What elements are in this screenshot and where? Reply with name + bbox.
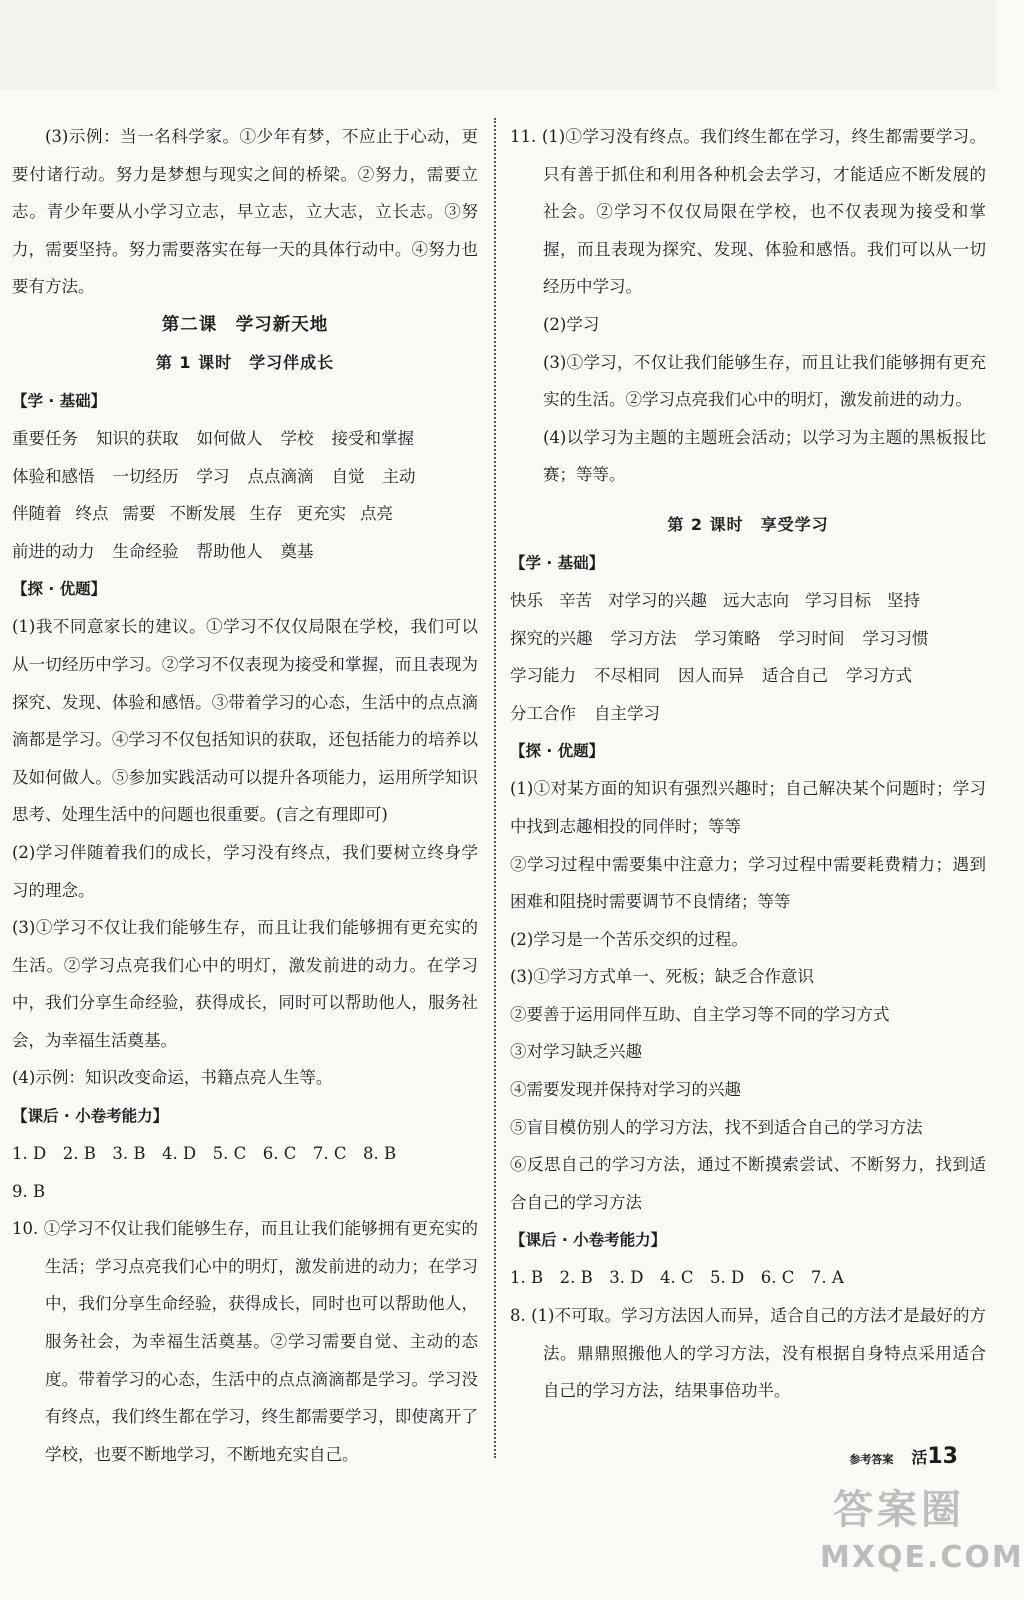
keyword: 更充实: [296, 504, 346, 524]
explore-answer: ⑤盲目模仿别人的学习方法，找不到适合自己的学习方法: [510, 1117, 923, 1137]
keyword: 终点: [75, 504, 109, 524]
keyword: 不断发展: [169, 504, 236, 524]
page-prefix: 活: [911, 1448, 928, 1467]
keyword: 学习策略: [694, 628, 761, 648]
keyword: 重要任务: [12, 428, 78, 448]
answer-key-label: 参考答案: [849, 1453, 894, 1466]
keyword: 快乐: [510, 590, 543, 610]
keyword: 生存: [249, 504, 283, 524]
keyword-row: [12, 495, 478, 533]
watermark-top: 答案圈: [833, 1487, 965, 1533]
column-divider: [494, 118, 496, 1458]
keyword: 学习习惯: [862, 628, 929, 648]
keyword-row: [12, 458, 478, 496]
after-class-section-label: 【课后 · 小卷考能力】: [510, 1231, 667, 1250]
explore-answer: (1)我不同意家长的建议。①学习不仅仅局限在学校，我们可以从一切经历中学习。②学习不仅表现为接受和掌握，而且表现为探究、发现、体验和感悟。③带着学习的心态，生活中的点点滴滴都是学习。④学习不仅包括知识的获取，还包括能力的培养以及如何做人。⑤参加实践活动可以提升各项能力，运用所学知识思考、处理生活中的问题也很重要。(言之有理即可): [12, 617, 478, 825]
explore-answer: (3)①学习不仅让我们能够生存，而且让我们能够拥有更充实的生活。②学习点亮我们心中的明灯，激发前进的动力。在学习中，我们分享生命经验，获得成长，同时可以帮助他人，服务社会，为幸福生活奠基。: [12, 918, 478, 1050]
explore-section-label: 【探 · 优题】: [12, 580, 107, 599]
choice-answers: 9. B: [12, 1181, 46, 1201]
intro-answer: (3)示例：当一名科学家。①少年有梦，不应止于心动，更要付诸行动。努力是梦想与现实之间的桥梁。②努力，需要立志。青少年要从小学习立志，早立志，立大志，立长志。③努力，需要坚持。努力需要落实在每一天的具体行动中。④努力也要有方法。: [12, 127, 478, 297]
explore-answer: ③对学习缺乏兴趣: [510, 1042, 642, 1062]
keyword: 对学习的兴趣: [608, 590, 707, 610]
keyword: 学习目标: [805, 590, 871, 610]
explore-answer: (1)①对某方面的知识有强烈兴趣时；自己解决某个问题时；学习中找到志趣相投的同伴时；等等: [510, 779, 986, 836]
keyword: 不尽相同: [594, 666, 660, 686]
basic-section-label: 【学 · 基础】: [510, 553, 605, 572]
question-10-answer: 10. ①学习不仅让我们能够生存，而且让我们能够拥有更充实的生活；学习点亮我们心中的明灯，激发前进的动力；在学习中，我们分享生命经验，获得成长，同时也可以帮助他人，服务社会，为幸福生活奠基。②学习需要自觉、主动的态度。带着学习的心态，生活中的点点滴滴都是学习。学习没有终点，我们终生都在学习，终生都需要学习，即使离开了学校，也要不断地学习，不断地充实自己。: [12, 1219, 478, 1464]
lesson-title: 第二课 学习新天地: [161, 314, 329, 335]
keyword: 辛苦: [559, 590, 592, 610]
question-11-part-2: (2)学习: [543, 314, 600, 334]
keyword: 因人而异: [678, 666, 744, 686]
keyword-list: [510, 582, 986, 732]
question-11-part-4: (4)以学习为主题的主题班会活动；以学习为主题的黑板报比赛；等等。: [543, 427, 986, 485]
keyword: 生命经验: [112, 541, 179, 561]
scan-top-band: [0, 0, 996, 90]
explore-answer: ②要善于运用同伴互助、自主学习等不同的学习方式: [510, 1004, 890, 1024]
keyword: 自主学习: [594, 703, 660, 723]
explore-answer: ④需要发现并保持对学习的兴趣: [510, 1080, 741, 1100]
keyword: 分工合作: [510, 703, 576, 723]
keyword: 坚持: [887, 590, 920, 610]
explore-answer: ②学习过程中需要集中注意力；学习过程中需要耗费精力；遇到困难和阻挠时需要调节不良情绪；等等: [510, 854, 986, 912]
keyword: 远大志向: [723, 590, 789, 610]
keyword: 自觉: [331, 466, 365, 486]
explore-answer: (2)学习是一个苦乐交织的过程。: [510, 929, 748, 949]
page-number-value: 13: [927, 1444, 958, 1469]
keyword: 学习: [196, 466, 230, 486]
keyword: 需要: [122, 504, 156, 524]
keyword: 如何做人: [196, 428, 263, 448]
keyword: 探究的兴趣: [510, 628, 593, 648]
keyword: 点点滴滴: [247, 466, 314, 486]
keyword-row: [510, 620, 986, 658]
explore-answer: (3)①学习方式单一、死板；缺乏合作意识: [510, 967, 814, 987]
basic-section-label: 【学 · 基础】: [12, 391, 107, 410]
keyword: 伴随着: [12, 504, 62, 524]
keyword: 学习能力: [510, 666, 576, 686]
keyword: 一切经历: [112, 466, 179, 486]
question-8-answer: 8. (1)不可取。学习方法因人而异，适合自己的方法才是最好的方法。鼎鼎照搬他人的学习方法，没有根据自身特点采用适合自己的学习方法，结果事倍功半。: [510, 1306, 986, 1401]
keyword: 奠基: [280, 541, 314, 561]
keyword: 学习时间: [778, 628, 845, 648]
explore-section-label: 【探 · 优题】: [510, 742, 605, 761]
period-title: 第 2 课时 享受学习: [667, 514, 829, 534]
right-column: [510, 118, 986, 1410]
site-watermark: [820, 1482, 1024, 1592]
choice-answers: 1. B 2. B 3. D 4. C 5. D 6. C 7. A: [510, 1268, 844, 1288]
keyword: 点亮: [360, 504, 393, 524]
keyword: 接受和掌握: [331, 428, 414, 448]
after-class-section-label: 【课后 · 小卷考能力】: [12, 1107, 169, 1126]
keyword: 前进的动力: [12, 541, 95, 561]
page-number: [911, 1444, 958, 1469]
keyword-row: [510, 695, 986, 733]
keyword: 知识的获取: [96, 428, 179, 448]
question-11-part-1: 11. (1)①学习没有终点。我们终生都在学习，终生都需要学习。只有善于抓住和利用各种机会去学习，才能适应不断发展的社会。②学习不仅仅局限在学校，也不仅表现为接受和掌握，而且表现为探究、发现、体验和感悟。我们可以从一切经历中学习。: [510, 127, 986, 297]
watermark-bottom: MXQE.COM: [820, 1540, 1024, 1575]
explore-answer: ⑥反思自己的学习方法，通过不断摸索尝试、不断努力，找到适合自己的学习方法: [510, 1155, 986, 1212]
keyword-row: [12, 533, 478, 571]
keyword-row: [510, 657, 986, 695]
page-footer: [849, 1444, 958, 1469]
keyword-list: [12, 420, 478, 570]
keyword: 帮助他人: [196, 541, 263, 561]
keyword: 体验和感悟: [12, 466, 95, 486]
choice-answers: 1. D 2. B 3. B 4. D 5. C 6. C 7. C 8. B: [12, 1144, 397, 1164]
question-11-part-3: (3)①学习，不仅让我们能够生存，而且让我们能够拥有更充实的生活。②学习点亮我们心中的明灯，激发前进的动力。: [543, 352, 986, 410]
explore-answer: (2)学习伴随着我们的成长，学习没有终点，我们要树立终身学习的理念。: [12, 842, 478, 900]
keyword: 主动: [382, 466, 416, 486]
keyword-row: [12, 420, 478, 458]
period-title: 第 1 课时 学习伴成长: [155, 352, 335, 372]
keyword-row: [510, 582, 986, 620]
keyword: 学校: [280, 428, 314, 448]
keyword: 学习方式: [846, 666, 912, 686]
keyword: 学习方法: [610, 628, 677, 648]
left-column: [12, 118, 478, 1473]
keyword: 适合自己: [762, 666, 828, 686]
explore-answer: (4)示例：知识改变命运，书籍点亮人生等。: [12, 1068, 333, 1088]
